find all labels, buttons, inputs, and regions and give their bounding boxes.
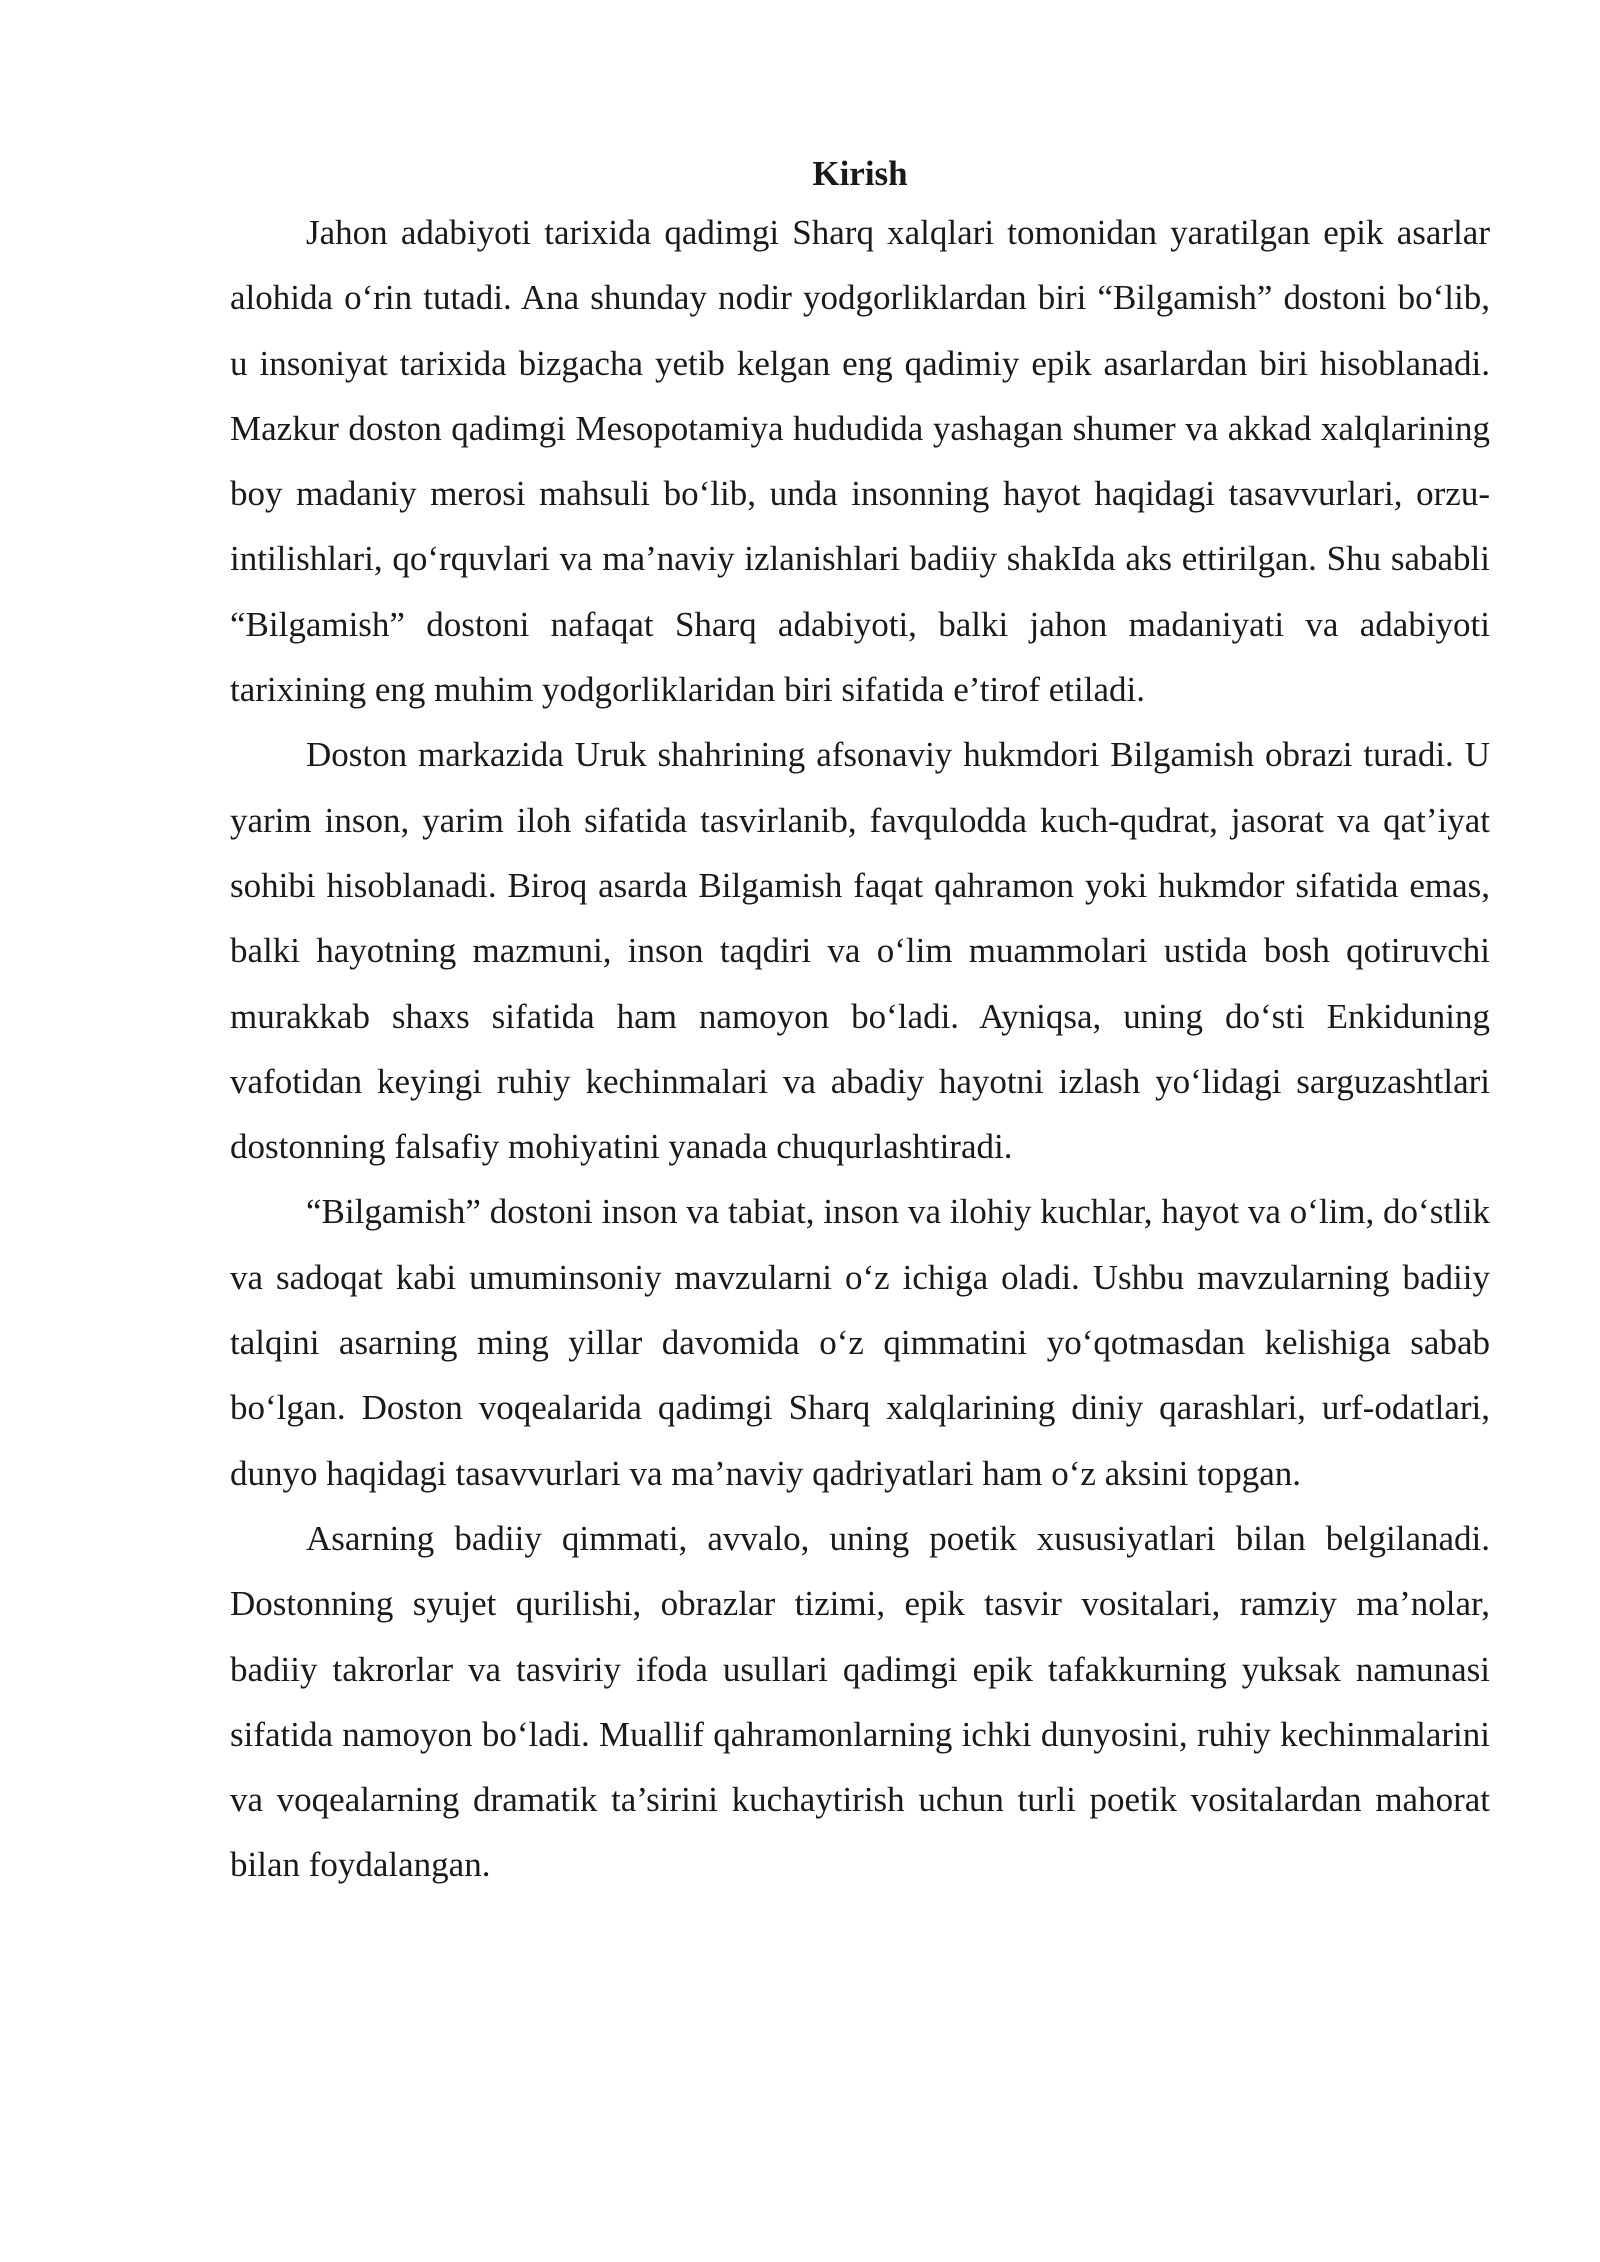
paragraph-protagonist: Doston markazida Uruk shahrining afsonaviy hukmdori Bilgamish obrazi turadi. U yarim inson, yarim iloh sifatida tasvirlanib, favqulodda kuch-qudrat, jasorat va qat’iyat sohibi hisoblanadi. Biroq asarda Bilgamish faqat qahramon yoki hukmdor sifatida emas, balki hayotning mazmuni, inson taqdiri va o‘lim muammolari ustida bosh qotiruvchi murakkab shaxs sifatida ham namoyon bo‘ladi. Ayniqsa, uning do‘sti Enkiduning vafotidan keyingi ruhiy kechinmalari va abadiy hayotni izlash yo‘lidagi sarguzashtlari dostonning falsafiy mohiyatini yanada chuqurlashtiradi. xyxy=(230,735,1490,1167)
paragraph-poetics: Asarning badiiy qimmati, avvalo, uning poetik xususiyatlari bilan belgilanadi. Dostonning syujet qurilishi, obrazlar tizimi, epik tasvir vositalari, ramziy ma’nolar, badiiy takrorlar va tasviriy ifoda usullari qadimgi epik tafakkurning yuksak namunasi sifatida namoyon bo‘ladi. Muallif qahramonlarning ichki dunyosini, ruhiy kechinmalarini va voqealarning dramatik ta’sirini kuchaytirish uchun turli poetik vositalardan mahorat bilan foydalangan. xyxy=(230,1518,1490,1885)
section-heading: Kirish xyxy=(812,154,908,193)
paragraph-intro: Jahon adabiyoti tarixida qadimgi Sharq xalqlari tomonidan yaratilgan epik asarlar alohida o‘rin tutadi. Ana shunday nodir yodgorliklardan biri “Bilgamish” dostoni bo‘lib, u insoniyat tarixida bizgacha yetib kelgan eng qadimiy epik asarlardan biri hisoblanadi. Mazkur doston qadimgi Mesopotamiya hududida yashagan shumer va akkad xalqlarining boy madaniy merosi mahsuli bo‘lib, unda insonning hayot haqidagi tasavvurlari, orzu-intilishlari, qo‘rquvlari va ma’naviy izlanishlari badiiy shakIda aks ettirilgan. Shu sababli “Bilgamish” dostoni nafaqat Sharq adabiyoti, balki jahon madaniyati va adabiyoti tarixining eng muhim yodgorliklaridan biri sifatida e’tirof etiladi. xyxy=(230,213,1490,710)
document-body xyxy=(230,148,1490,1898)
paragraph-themes: “Bilgamish” dostoni inson va tabiat, inson va ilohiy kuchlar, hayot va o‘lim, do‘stlik va sadoqat kabi umuminsoniy mavzularni o‘z ichiga oladi. Ushbu mavzularning badiiy talqini asarning ming yillar davomida o‘z qimmatini yo‘qotmasdan kelishiga sabab bo‘lgan. Doston voqealarida qadimgi Sharq xalqlarining diniy qarashlari, urf-odatlari, dunyo haqidagi tasavvurlari va ma’naviy qadriyatlari ham o‘z aksini topgan. xyxy=(230,1192,1490,1493)
